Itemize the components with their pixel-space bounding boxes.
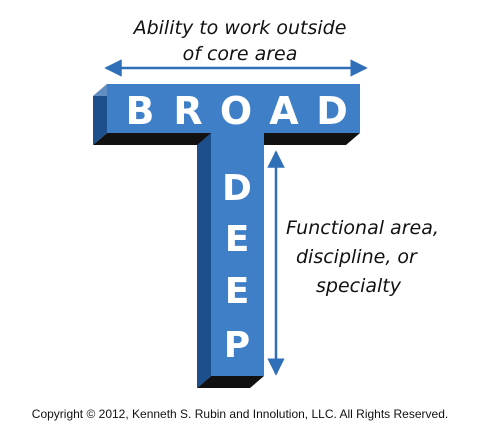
stem-left-face	[197, 133, 211, 388]
broad-caption-line2: of core area	[182, 43, 298, 65]
deep-caption-line2: discipline, or	[296, 246, 417, 268]
deep-caption-line3: specialty	[316, 275, 401, 297]
deep-letter-e1: E	[224, 219, 250, 260]
broad-letter-d: D	[316, 89, 348, 133]
broad-caption-line1: Ability to work outside	[133, 17, 347, 39]
deep-letter-p: P	[223, 325, 251, 366]
deep-letter-e2: E	[224, 271, 250, 312]
broad-letter-b: B	[125, 89, 155, 133]
broad-letter-r: R	[173, 89, 203, 133]
copyright-notice: Copyright © 2012, Kenneth S. Rubin and Innolution, LLC. All Rights Reserved.	[31, 407, 449, 421]
deep-caption-line1: Functional area,	[286, 217, 439, 239]
broad-letter-a: A	[269, 89, 299, 133]
broad-letter-o: O	[219, 89, 253, 133]
deep-letter-d: D	[222, 168, 252, 209]
